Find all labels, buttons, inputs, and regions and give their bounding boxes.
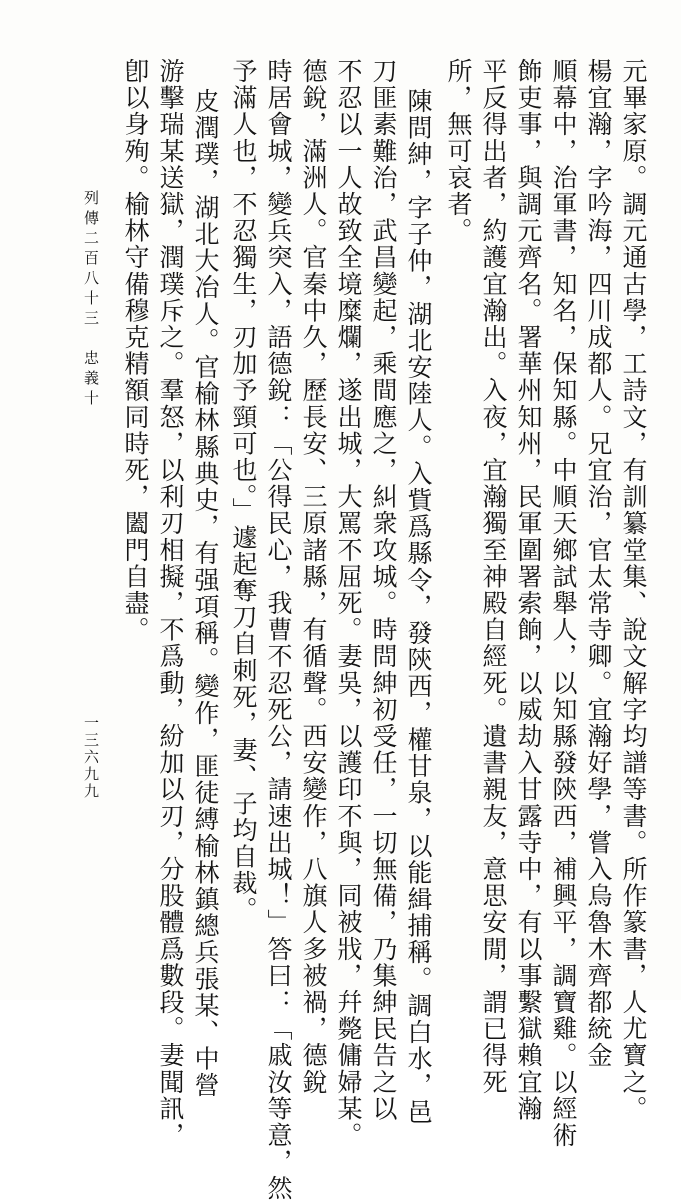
text-column: 德銳，滿洲人。官秦中久，歷長安、三原諸縣，有循聲。西安變作，八旗人多被禍，德銳 bbox=[299, 58, 328, 1096]
text-column: 游擊瑞某送獄，潤璞斥之。羣怒，以利刃相擬，不爲動，紛加以刃，分股體爲數段。妻聞訊， bbox=[156, 58, 185, 1149]
text-column: 卽以身殉。榆林守備穆克精額同時死，闔門自盡。 bbox=[121, 58, 150, 644]
text-column: 時居會城，變兵突入，語德銳：「公得民心，我曹不忍死公，請速出城！」答曰：「戚汝等意，然 bbox=[264, 58, 293, 1202]
text-column: 元畢家原。調元通古學，工詩文，有訓纂堂集、說文解字均譜等書。所作篆書，人尤寶之。 bbox=[619, 58, 648, 1122]
text-column: 飾吏事，與調元齊名。署華州知州，民軍圍署索餉，以威劫入甘露寺中，有以事繫獄賴宜瀚 bbox=[514, 58, 543, 1122]
text-column: 楊宜瀚，字吟海，四川成都人。兄宜治，官太常寺卿。宜瀚好學，嘗入烏魯木齊都統金 bbox=[584, 58, 613, 1069]
text-column: 予滿人也，不忍獨生，刃加予頸可也。」遽起奪刀自刺死，妻、子均自裁。 bbox=[229, 58, 258, 924]
text-column: 順幕中，治軍書，知名，保知縣。中順天鄉試舉人，以知縣發陝西，補興平，調寶雞。以經術 bbox=[549, 58, 578, 1149]
text-column: 不忍以一人故致全境糜爛，遂出城，大罵不屈死。妻吳，以護印不與，同被戕，幷斃傭婦某。 bbox=[334, 58, 363, 1149]
text-column: 所，無可哀者。 bbox=[444, 58, 473, 245]
text-column: 刀匪素難治，武昌變起，乘間應之，糾衆攻城。時問紳初受任，一切無備，乃集紳民告之以 bbox=[369, 58, 398, 1122]
text-column: 平反得出者，約護宜瀚出。入夜，宜瀚獨至神殿自經死。遺書親友，意思安閒，謂已得死 bbox=[479, 58, 508, 1096]
text-column: 陳問紳，字子仲，湖北安陸人。入貲爲縣令，發陝西，權甘泉，以能緝捕稱。調白水，邑 bbox=[404, 88, 433, 1126]
text-column: 皮潤璞，湖北大冶人。官榆林縣典史，有强項稱。變作，匪徒縛榆林鎮總兵張某、中營 bbox=[191, 88, 220, 1099]
page-number: 一三六九九 bbox=[82, 715, 100, 800]
running-header: 列傳二百八十三 忠義十 bbox=[82, 190, 100, 410]
